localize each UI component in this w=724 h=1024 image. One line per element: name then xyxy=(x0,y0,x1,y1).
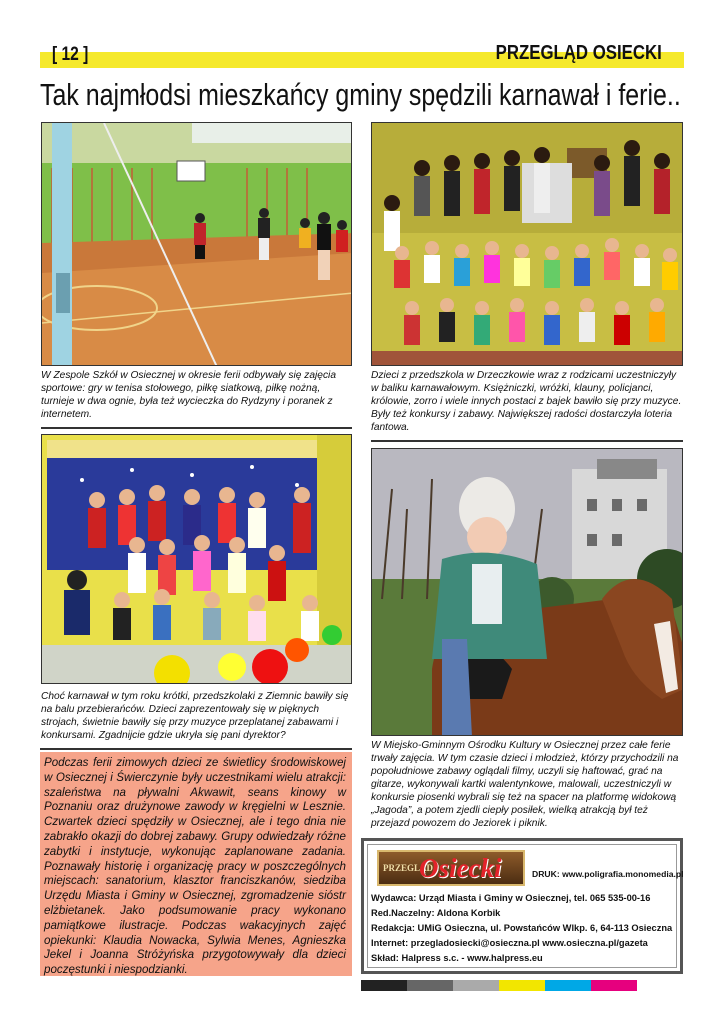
color-swatch xyxy=(407,980,453,991)
caption-ziemnice-preschool: Choć karnawał w tym roku krótki, przedszkolaki z Ziemnic bawiły się na balu przebierańców. Dzieci zaprezentowały się w pięknych strojach, świetnie bawiły się przy muzyce przeplatanej zabawami i konkursami. Zgadnijcie gdzie ukryła się pani dyrektor? xyxy=(41,691,349,741)
color-swatch xyxy=(453,980,499,991)
publisher-info: Wydawca: Urząd Miasta i Gminy w Osiecznej, tel. 065 535-00-16 xyxy=(371,893,651,903)
caption-horse-ride: W Miejsko-Gminnym Ośrodku Kultury w Osiecznej przez całe ferie trwały zajęcia. W tym czasie dzieci i młodzież, którzy przychodzili na popołudniowe zabawy oglądali filmy, uczyli się haftować, grać na gitarze, wykonywali kartki walentynkowe, malowali, uczestniczyli w konkursie piosenki wybrali się też na spacer na platformę widokową „Jagoda”, a potem zjedli ciepły posiłek, wielką atrakcją był też przejazd powozem do Jeziorek i piknik. xyxy=(371,740,679,829)
story-text: Podczas ferii zimowych dzieci ze świetlicy środowiskowej w Osiecznej i Świerczynie były uczestnikami wielu atrakcji: szaleństwa na pływalni Akwawit, seans kinowy w Poznaniu oraz drużynowe zawody w kręgielni w Lesznie. Czwartek dzieci spędziły w Osiecznej, ale i tego dnia nie zabrakło okazji do dobrej zabawy. Grupy odwiedzały różne zabytki i instytucje, wykonując zaplanowane zadania. Poznawały historię i organizację pracy w poszczególnych miejscach: sanatorium, klasztor franciszkanów, siedziba Urzędu Miasta i Gminy w Osiecznej, zgromadzenie sióstr elżbietanek. Jako podsumowanie pracy wykonano pamiątkowe ilustracje. Podczas wakacyjnych zajęć opiekunki: Klaudia Nowacka, Sylwia Menes, Agnieszka Jekel i Joanna Stróżyńska przygotowywały dla dzieci poczęstunki i niespodzianki. xyxy=(44,756,346,977)
color-swatch xyxy=(637,980,683,991)
drzeczkowo-ball-image xyxy=(372,123,683,366)
editorial-office-info: Redakcja: UMiG Osieczna, ul. Powstańców Wlkp. 6, 64-113 Osieczna xyxy=(371,923,673,933)
imprint-inner xyxy=(367,844,684,968)
color-swatch xyxy=(545,980,591,991)
caption-drzeczkowo-ball: Dzieci z przedszkola w Drzeczkowie wraz z rodzicami uczestniczyły w baliku karnawałowym. Księżniczki, wróżki, klauny, policjanci, królowie, zorro i wiele innych postaci z bajek bawiło się przy muzyce. Były też konkursy i zabawy. Największej radości dostarczyła loteria fantowa. xyxy=(371,370,682,433)
sports-hall-image xyxy=(42,123,352,366)
logo-big-text: Osiecki xyxy=(419,853,502,883)
color-swatch xyxy=(591,980,637,991)
ziemnice-preschool-image xyxy=(42,435,352,684)
photo-horse-ride xyxy=(371,448,683,736)
photo-ziemnice-preschool xyxy=(41,434,352,684)
print-color-bar xyxy=(361,980,683,991)
publication-name: PRZEGLĄD OSIECKI xyxy=(495,42,662,64)
headline: Tak najmłodsi mieszkańcy gminy spędzili karnawał i ferie.. xyxy=(40,77,681,112)
publication-logo xyxy=(377,850,525,886)
divider xyxy=(41,427,352,429)
story-divider xyxy=(40,748,352,750)
typesetting-info: Skład: Halpress s.c. - www.halpress.eu xyxy=(371,953,543,963)
editor-info: Red.Naczelny: Aldona Korbik xyxy=(371,908,501,918)
internet-info: Internet: przegladosiecki@osieczna.pl www.osieczna.pl/gazeta xyxy=(371,938,648,948)
divider xyxy=(371,440,683,442)
photo-drzeczkowo-ball xyxy=(371,122,683,366)
color-swatch xyxy=(499,980,545,991)
logo-small-text: PRZEGLĄD xyxy=(383,863,434,873)
photo-sports-hall xyxy=(41,122,352,366)
horse-ride-image xyxy=(372,449,683,736)
caption-sports-hall: W Zespole Szkół w Osiecznej w okresie ferii odbywały się zajęcia sportowe: gry w tenisa stołowego, piłkę siatkową, piłkę nożną, turnieje w dwa ognie, była też wycieczka do Rydzyny i poranek z internetem. xyxy=(41,370,336,420)
page-number: [ 12 ] xyxy=(52,44,89,65)
imprint-box xyxy=(361,838,683,974)
color-swatch xyxy=(361,980,407,991)
story-article xyxy=(40,752,352,976)
printer-info: DRUK: www.poligrafia.monomedia.pl xyxy=(532,869,684,879)
